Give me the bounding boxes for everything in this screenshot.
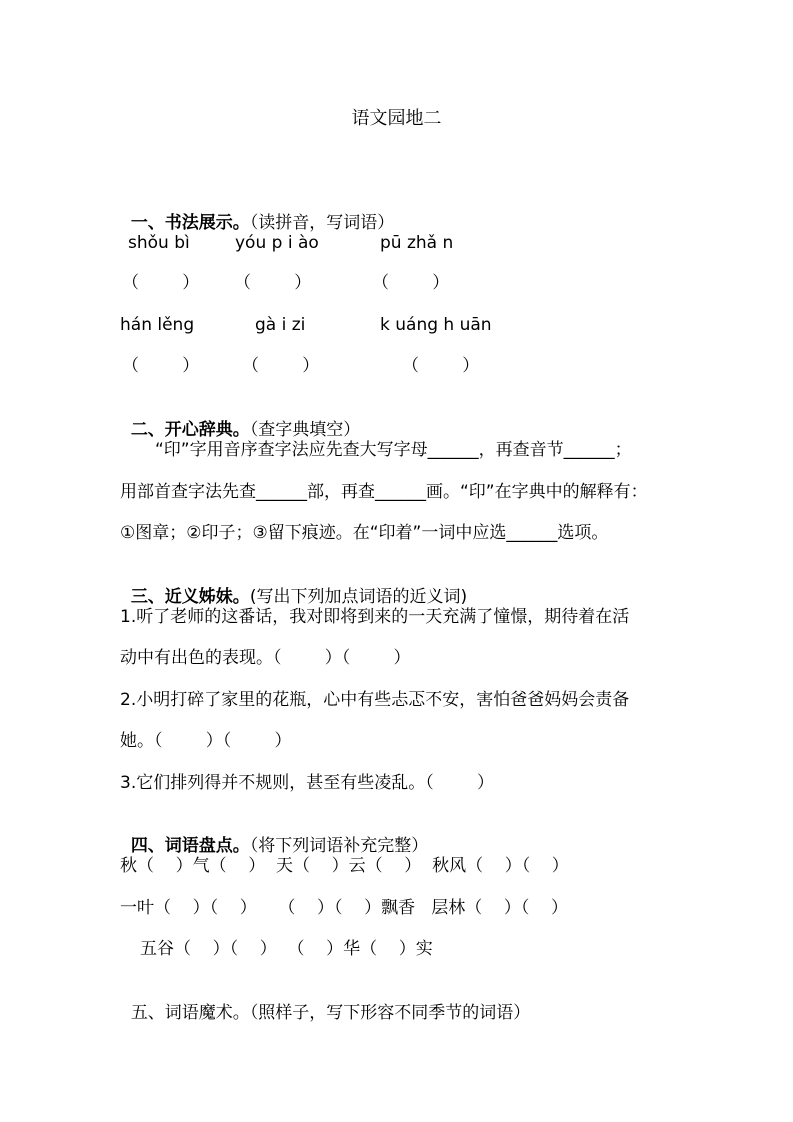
section3-heading: 三、近义姊妹。 <box>130 587 250 607</box>
answer-blank[interactable]: （ ） <box>402 356 480 376</box>
answer-blank[interactable]: （ ） <box>122 273 200 293</box>
section3-q2-line2: 她。（ ）（ ） <box>120 731 292 751</box>
answer-blank[interactable]: （ ） <box>122 356 200 376</box>
section2-heading: 二、开心辞典。 <box>130 420 250 440</box>
section4-row-2: 一叶（ ）（ ） （ ）（ ）飘香 层林（ ）（ ） <box>120 898 569 918</box>
section2-text-2: 用部首查字法先查______部，再查______画。“印”在字典中的解释有： <box>120 482 648 502</box>
section4-row-3: 五谷（ ）（ ） （ ）华（ ）实 <box>140 939 433 959</box>
section4-line <box>120 813 428 857</box>
section2-text-3: ①图章；②印子；③留下痕迹。在“印着”一词中应选______选项。 <box>120 523 609 543</box>
section3-line <box>120 564 467 608</box>
pinyin-4: hán lěng <box>120 315 195 335</box>
section3-note: (写出下列加点词语的近义词) <box>249 587 468 607</box>
section3-q1-line1: 1.听了老师的这番话，我对即将到来的一天充满了憧憬，期待着在活 <box>120 607 630 627</box>
section3-q1-line2: 动中有出色的表现。（ ）（ ） <box>120 648 411 668</box>
section5-heading: 五、词语魔术。 <box>130 1003 250 1023</box>
pinyin-3: pū zhǎ n <box>380 233 454 253</box>
pinyin-2: yóu p i ào <box>235 233 319 253</box>
section4-row-1: 秋（ ）气（ ） 天（ ）云（ ） 秋风（ ）（ ） <box>120 856 569 876</box>
section5-note: （照样子，写下形容不同季节的词语） <box>249 1003 531 1023</box>
pinyin-6: k uáng h uān <box>380 315 492 335</box>
section3-q3: 3.它们排列得并不规则，甚至有些凌乱。（ ） <box>120 773 494 793</box>
section1-heading: 一、书法展示。 <box>130 213 250 233</box>
section1-note: （读拼音，写词语） <box>249 213 395 233</box>
page-title: 语文园地二 <box>351 108 442 129</box>
section3-q2-line1: 2.小明打碎了家里的花瓶，心中有些忐忑不安，害怕爸爸妈妈会责备 <box>120 690 630 710</box>
section2-line <box>120 397 360 441</box>
section1-line <box>120 190 394 234</box>
section2-note: （查字典填空） <box>249 420 361 440</box>
pinyin-1: shǒu bì <box>128 233 190 253</box>
pinyin-5: gà i zi <box>255 315 306 335</box>
section4-heading: 四、词语盘点。 <box>130 836 250 856</box>
section4-note: （将下列词语补充完整） <box>249 836 429 856</box>
answer-blank[interactable]: （ ） <box>234 273 312 293</box>
answer-blank[interactable]: （ ） <box>242 356 320 376</box>
section5-line <box>120 980 530 1024</box>
answer-blank[interactable]: （ ） <box>372 273 450 293</box>
section2-text-1: “印”字用音序查字法应先查大写字母______，再查音节______； <box>155 440 632 460</box>
